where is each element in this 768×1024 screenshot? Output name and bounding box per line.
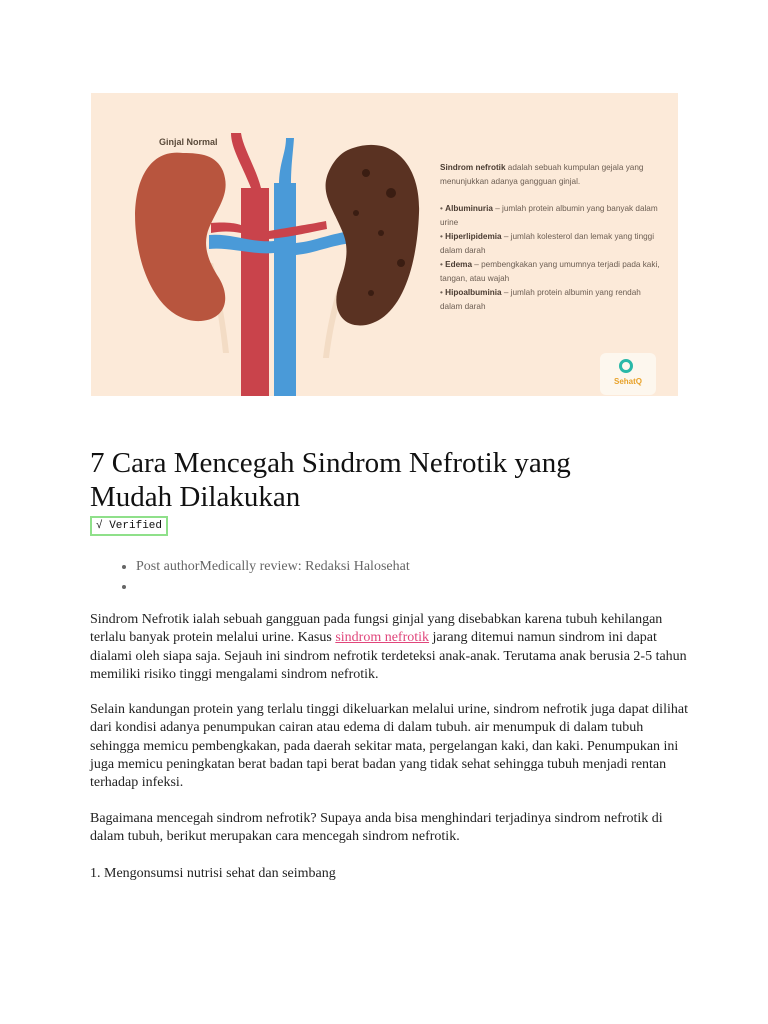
sehatq-logo-text: SehatQ xyxy=(613,377,642,386)
paragraph-1 xyxy=(90,611,690,684)
hero-intro xyxy=(440,161,660,189)
article-title: 7 Cara Mencegah Sindrom Nefrotik yang Mudah Dilakukan xyxy=(90,447,571,513)
hero-list-item: • Albuminuria – jumlah protein albumin yang banyak dalam urine xyxy=(440,204,658,227)
paragraph-3: Bagaimana mencegah sindrom nefrotik? Supaya anda bisa menghindari terjadinya sindrom nefrotik di dalam tubuh, berikut merupakan cara mencegah sindrom nefrotik. xyxy=(90,811,663,845)
paragraph-1-text-b: jarang ditemui namun sindrom ini dapat dialami oleh siapa saja. Sejauh ini sindrom nefrotik terdeteksi anak-anak. Terutama anak berusia 2-5 tahun memiliki risiko tinggi mengalami sindrom nefrotik. xyxy=(90,630,687,682)
paragraph-2: Selain kandungan protein yang terlalu tinggi dikeluarkan melalui urine, sindrom nefrotik juga dapat dilihat dari kondisi adanya penumpukan cairan atau edema di dalam tubuh. air menumpuk di dalam tubuh sehingga memicu pembengkakan, pada daerah sekitar mata, pergelangan kaki, dan kaki. Penumpukan ini juga memicu peningkatan berat badan tapi berat badan yang tidak sehat sehingga tubuh menjadi rentan terhadap infeksi. xyxy=(90,702,688,791)
hero-image xyxy=(91,93,678,396)
vena-cava xyxy=(274,183,296,396)
sindrom-nefrotik-link[interactable]: sindrom nefrotik xyxy=(335,630,430,646)
normal-kidney-label: Ginjal Normal xyxy=(159,137,218,147)
sehatq-logo xyxy=(600,353,656,395)
paragraph-1-text-a: Sindrom Nefrotik ialah sebuah gangguan pada fungsi ginjal yang disebabkan karena tubuh kehilangan terlalu banyak protein melalui urine. Kasus xyxy=(90,612,663,646)
step-1-heading: 1. Mengonsumsi nutrisi sehat dan seimbang xyxy=(90,866,336,881)
post-meta-empty-item xyxy=(136,577,410,597)
verified-badge: √ Verified xyxy=(90,516,168,536)
hero-item-desc: – jumlah kolesterol dan lemak yang tinggi dalam darah xyxy=(440,232,655,255)
post-author-item: • Post authorMedically review: Redaksi Halosehat xyxy=(136,557,410,577)
post-meta-list xyxy=(90,557,410,597)
hero-list-item: • Hipoalbuminia – jumlah protein albumin yang rendah dalam darah xyxy=(440,288,641,311)
hero-intro-rest: adalah sebuah kumpulan gejala yang menunjukkan adanya gangguan ginjal. xyxy=(440,163,644,186)
hero-list-item: • Edema – pembengkakan yang umumnya terjadi pada kaki, tangan, atau wajah xyxy=(440,260,660,283)
hero-item-term: Edema xyxy=(445,260,473,269)
hero-item-term: Hipoalbuminia xyxy=(445,288,502,297)
hero-item-desc: – jumlah protein albumin yang banyak dalam urine xyxy=(440,204,658,227)
hero-item-desc: – jumlah protein albumin yang rendah dalam darah xyxy=(440,288,641,311)
hero-info-text xyxy=(440,161,660,314)
aorta xyxy=(241,188,269,396)
hero-item-term: Hiperlipidemia xyxy=(445,232,502,241)
hero-intro-bold: Sindrom nefrotik xyxy=(440,163,506,172)
sehatq-logo-icon xyxy=(619,359,633,373)
hero-list-item: • Hiperlipidemia – jumlah kolesterol dan lemak yang tinggi dalam darah xyxy=(440,232,655,255)
hero-item-term: Albuminuria xyxy=(445,204,493,213)
hero-item-desc: – pembengkakan yang umumnya terjadi pada kaki, tangan, atau wajah xyxy=(440,260,660,283)
